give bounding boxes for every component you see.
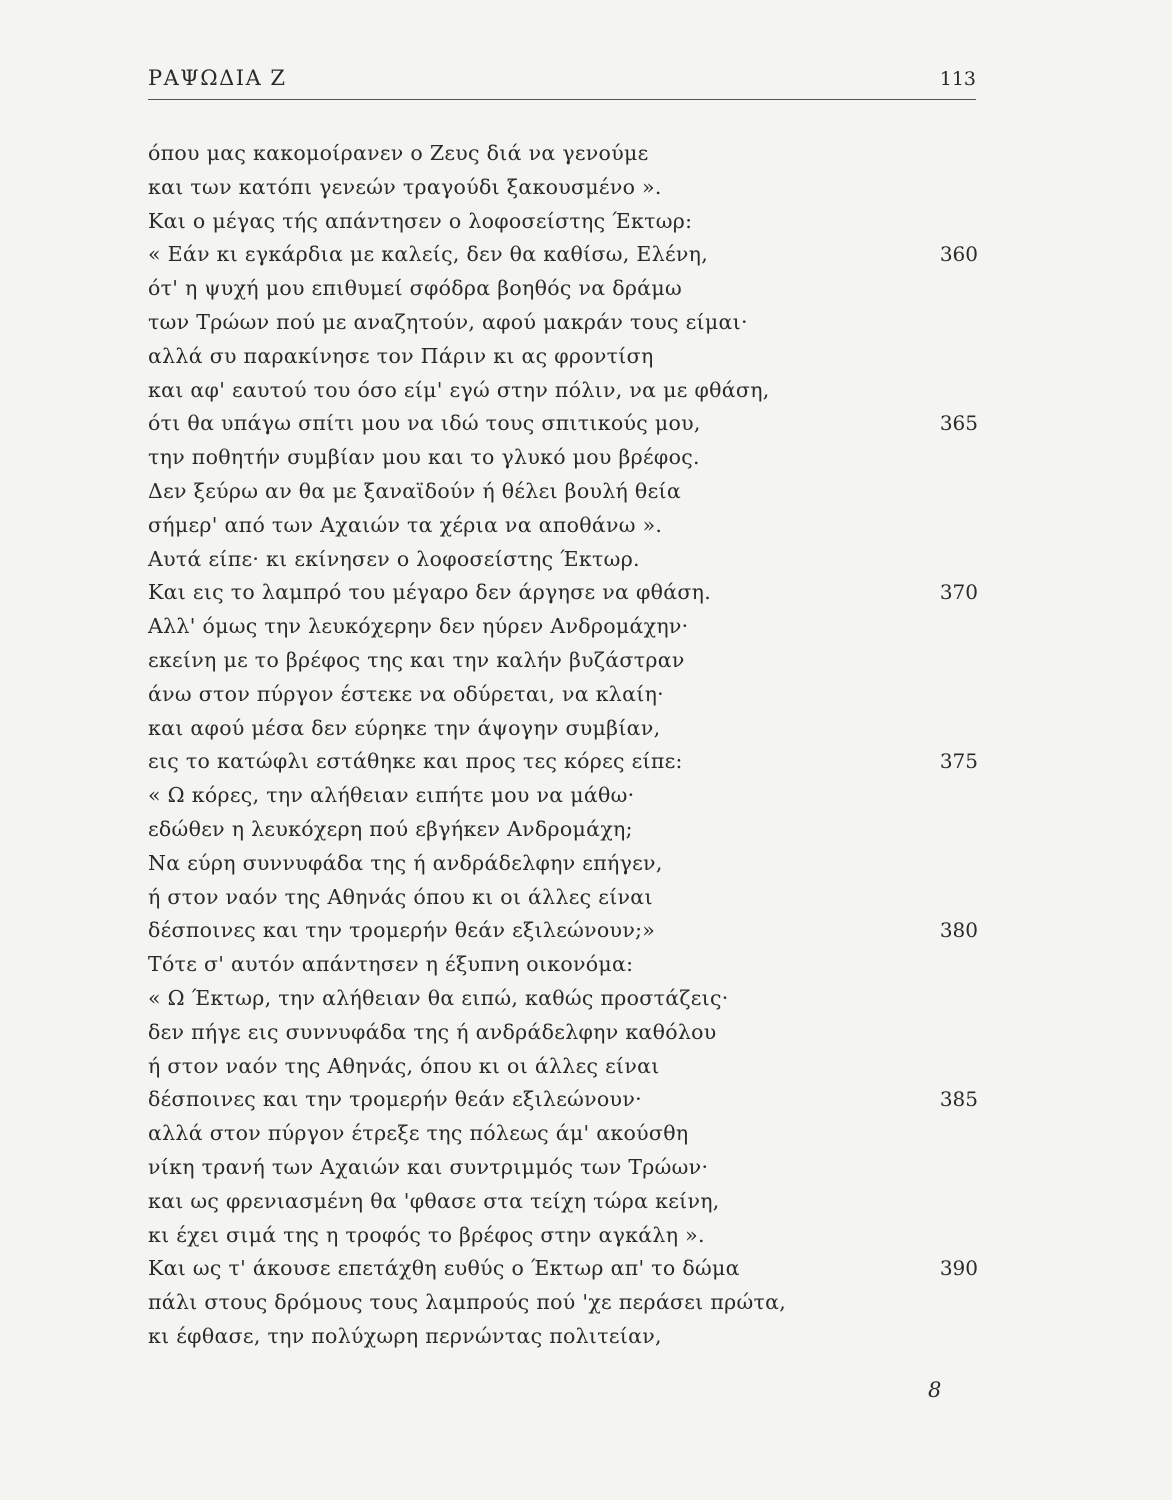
verse-text: δεν πήγε εις συννυφάδα της ή ανδράδελφην καθόλου	[148, 1019, 717, 1044]
page-number: 113	[939, 68, 976, 90]
verse-text: Αλλ' όμως την λευκόχερην δεν ηύρεν Ανδρομάχην·	[148, 614, 689, 639]
verse-text: κι έχει σιμά της η τροφός το βρέφος στην αγκάλη ».	[148, 1222, 705, 1247]
verse-line	[148, 272, 978, 306]
verse-block	[148, 137, 978, 1354]
verse-line	[148, 982, 978, 1016]
verse-line	[148, 1083, 978, 1117]
verse-text: « Εάν κι εγκάρδια με καλείς, δεν θα καθίσω, Ελένη,	[148, 242, 709, 267]
verse-line	[148, 543, 978, 577]
verse-line	[148, 813, 978, 847]
line-number: 365	[939, 411, 978, 436]
verse-line	[148, 407, 978, 441]
verse-line	[148, 914, 978, 948]
verse-text: και των κατόπι γενεών τραγούδι ξακουσμένο ».	[148, 174, 662, 199]
verse-line	[148, 1016, 978, 1050]
running-head	[148, 66, 976, 100]
verse-text: πάλι στους δρόμους τους λαμπρούς πού 'χε περάσει πρώτα,	[148, 1290, 787, 1315]
line-number: 385	[939, 1087, 978, 1112]
verse-text: Και ο μέγας τής απάντησεν ο λοφοσείστης Έκτωρ:	[148, 208, 693, 233]
verse-text: άνω στον πύργον έστεκε να οδύρεται, να κλαίη·	[148, 681, 664, 706]
verse-text: Τότε σ' αυτόν απάντησεν η έξυπνη οικονόμα:	[148, 952, 634, 977]
verse-text: σήμερ' από των Αχαιών τα χέρια να αποθάνω ».	[148, 512, 663, 537]
verse-text: δέσποινες και την τρομερήν θεάν εξιλεώνουν·	[148, 1087, 642, 1112]
verse-line	[148, 205, 978, 239]
verse-line	[148, 1117, 978, 1151]
verse-text: και αφ' εαυτού του όσο είμ' εγώ στην πόλιν, να με φθάση,	[148, 377, 770, 402]
verse-text: και ως φρενιασμένη θα 'φθασε στα τείχη τώρα κείνη,	[148, 1188, 720, 1213]
verse-text: νίκη τρανή των Αχαιών και συντριμμός των Τρώων·	[148, 1154, 709, 1179]
verse-text: Να εύρη συννυφάδα της ή ανδράδελφην επήγεν,	[148, 850, 663, 875]
verse-line	[148, 1185, 978, 1219]
verse-line	[148, 1286, 978, 1320]
verse-line	[148, 610, 978, 644]
verse-text: κι έφθασε, την πολύχωρη περνώντας πολιτείαν,	[148, 1323, 662, 1348]
verse-line	[148, 948, 978, 982]
verse-line	[148, 576, 978, 610]
verse-text: ή στον ναόν της Αθηνάς όπου κι οι άλλες είναι	[148, 884, 653, 909]
verse-line	[148, 1320, 978, 1354]
verse-line	[148, 1050, 978, 1084]
line-number: 370	[939, 580, 978, 605]
verse-line	[148, 306, 978, 340]
verse-line	[148, 238, 978, 272]
verse-line	[148, 678, 978, 712]
verse-line	[148, 847, 978, 881]
verse-line	[148, 441, 978, 475]
verse-text: αλλά συ παρακίνησε τον Πάριν κι ας φροντίση	[148, 343, 654, 368]
line-number: 390	[939, 1256, 978, 1281]
verse-line	[148, 374, 978, 408]
verse-text: εις το κατώφλι εστάθηκε και προς τες κόρες είπε:	[148, 749, 683, 774]
verse-line	[148, 779, 978, 813]
verse-line	[148, 509, 978, 543]
verse-line	[148, 1151, 978, 1185]
verse-line	[148, 745, 978, 779]
verse-text: δέσποινες και την τρομερήν θεάν εξιλεώνουν;»	[148, 918, 656, 943]
verse-text: Δεν ξεύρω αν θα με ξαναϊδούν ή θέλει βουλή θεία	[148, 478, 681, 503]
verse-line	[148, 137, 978, 171]
verse-line	[148, 340, 978, 374]
verse-line	[148, 1219, 978, 1253]
verse-text: την ποθητήν συμβίαν μου και το γλυκό μου βρέφος.	[148, 445, 700, 470]
verse-text: εκείνη με το βρέφος της και την καλήν βυζάστραν	[148, 647, 685, 672]
verse-text: εδώθεν η λευκόχερη πού εβγήκεν Ανδρομάχη;	[148, 816, 633, 841]
verse-text: όπου μας κακομοίρανεν ο Ζευς διά να γενούμε	[148, 141, 649, 165]
verse-line	[148, 881, 978, 915]
line-number: 375	[939, 749, 978, 774]
verse-text: Και ως τ' άκουσε επετάχθη ευθύς ο Έκτωρ απ' το δώμα	[148, 1256, 740, 1281]
verse-text: Και εις το λαμπρό του μέγαρο δεν άργησε να φθάση.	[148, 580, 712, 605]
verse-text: « Ω κόρες, την αλήθειαν ειπήτε μου να μάθω·	[148, 783, 635, 808]
line-number: 360	[939, 242, 978, 267]
verse-text: Αυτά είπε· κι εκίνησεν ο λοφοσείστης Έκτωρ.	[148, 546, 640, 571]
verse-line	[148, 712, 978, 746]
verse-line	[148, 1252, 978, 1286]
verse-line	[148, 171, 978, 205]
verse-text: ότι θα υπάγω σπίτι μου να ιδώ τους σπιτικούς μου,	[148, 411, 701, 436]
verse-text: των Τρώων πού με αναζητούν, αφού μακράν τους είμαι·	[148, 309, 748, 334]
verse-text: ότ' η ψυχή μου επιθυμεί σφόδρα βοηθός να δράμω	[148, 276, 682, 301]
verse-line	[148, 644, 978, 678]
header-rule	[148, 99, 976, 100]
book-title: ΡΑΨΩΔΙΑ Ζ	[148, 66, 287, 90]
verse-text: αλλά στον πύργον έτρεξε της πόλεως άμ' ακούσθη	[148, 1121, 689, 1146]
line-number: 380	[939, 918, 978, 943]
verse-line	[148, 475, 978, 509]
verse-text: ή στον ναόν της Αθηνάς, όπου κι οι άλλες είναι	[148, 1053, 660, 1078]
signature-mark: 8	[928, 1378, 942, 1402]
verse-text: και αφού μέσα δεν εύρηκε την άψογην συμβίαν,	[148, 715, 661, 740]
verse-text: « Ω Έκτωρ, την αλήθειαν θα ειπώ, καθώς προστάζεις·	[148, 985, 729, 1010]
